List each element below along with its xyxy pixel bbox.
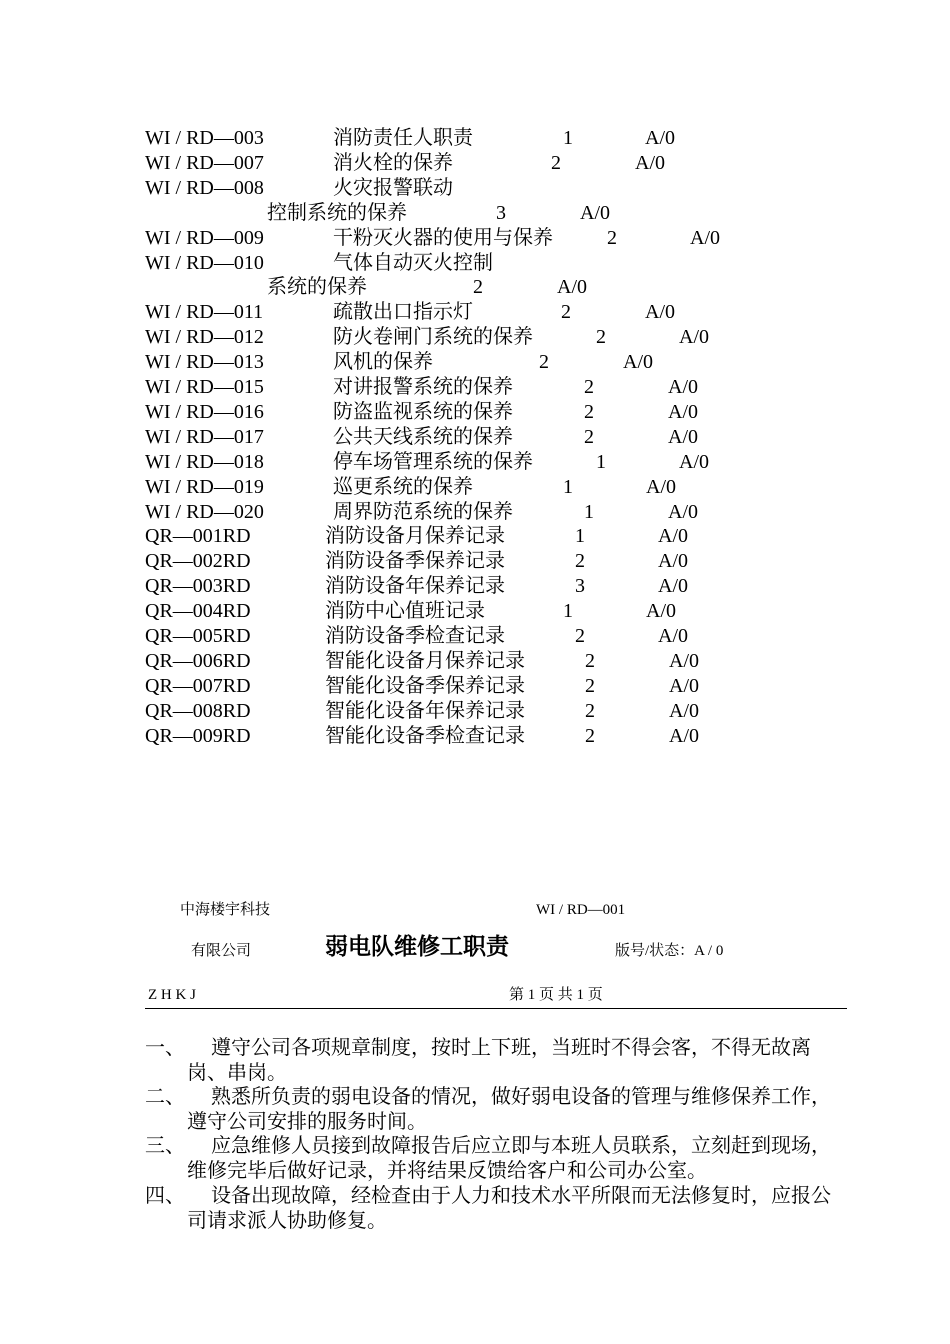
- index-row: [0, 649, 950, 674]
- index-row-version: A/0: [557, 276, 587, 299]
- index-row: [0, 624, 950, 649]
- index-row-pages: 3: [496, 201, 506, 224]
- index-row-pages: 2: [607, 226, 617, 249]
- index-row: [0, 226, 950, 251]
- index-row-name: 消防设备季保养记录: [325, 550, 505, 573]
- company-name-line2: 有限公司: [191, 943, 252, 959]
- duty-item: [145, 1184, 850, 1234]
- index-row-code: WI / RD—015: [145, 376, 264, 398]
- index-row-code: WI / RD—011: [145, 301, 264, 324]
- index-row-name: 停车场管理系统的保养: [333, 450, 533, 473]
- index-row-name: 对讲报警系统的保养: [333, 376, 513, 398]
- index-row-pages: 1: [596, 450, 606, 473]
- header-divider: [145, 1008, 847, 1009]
- index-row-pages: 2: [585, 674, 595, 697]
- index-row-name: 智能化设备年保养记录: [325, 699, 525, 722]
- duty-item: [145, 1134, 850, 1184]
- duty-text: 熟悉所负责的弱电设备的情况，做好弱电设备的管理与维修保养工作，遵守公司安排的服务时间。: [187, 1086, 831, 1133]
- index-row-name: 系统的保养: [267, 276, 367, 299]
- index-row-pages: 1: [584, 500, 594, 523]
- duty-text: 应急维修人员接到故障报告后应立即与本班人员联系，立刻赶到现场，维修完毕后做好记录，并将结果反馈给客户和公司办公室。: [187, 1135, 831, 1182]
- index-row-code: WI / RD—019: [145, 475, 264, 498]
- index-row: [0, 549, 950, 574]
- index-row-name: 风机的保养: [333, 351, 433, 374]
- index-row-pages: 1: [563, 127, 573, 149]
- index-row-pages: 2: [584, 425, 594, 448]
- index-row: [0, 251, 950, 276]
- index-row-code: WI / RD—010: [145, 251, 264, 274]
- index-row: [0, 524, 950, 549]
- duty-number: 三、: [145, 1135, 185, 1157]
- document-code: WI / RD—001: [536, 902, 626, 918]
- index-row-name: 公共天线系统的保养: [333, 425, 513, 448]
- company-name-line1: 中海楼宇科技: [180, 902, 271, 918]
- index-row-version: A/0: [668, 376, 698, 398]
- index-row: [0, 475, 950, 500]
- index-row-name: 消防设备年保养记录: [325, 575, 505, 598]
- index-row-version: A/0: [646, 600, 676, 623]
- index-row-name: 消防设备月保养记录: [325, 525, 505, 548]
- index-row-pages: 1: [563, 600, 573, 623]
- index-row-name: 火灾报警联动: [333, 176, 453, 199]
- index-row-code: QR—001RD: [145, 525, 251, 548]
- index-row-version: A/0: [669, 674, 699, 697]
- index-row-version: A/0: [668, 425, 698, 448]
- index-row-version: A/0: [623, 351, 653, 374]
- index-row-code: QR—007RD: [145, 674, 251, 697]
- index-row-pages: 3: [575, 575, 585, 598]
- index-row-version: A/0: [658, 575, 688, 598]
- index-row: [0, 574, 950, 599]
- page-info: 第 1 页 共 1 页: [509, 987, 603, 1003]
- index-row-name: 消火栓的保养: [333, 151, 453, 174]
- index-row-version: A/0: [669, 649, 699, 672]
- duty-text: 设备出现故障，经检查由于人力和技术水平所限而无法修复时，应报公司请求派人协助修复。: [187, 1185, 831, 1232]
- index-row-version: A/0: [669, 699, 699, 722]
- index-row: [0, 400, 950, 425]
- index-row-name: 消防设备季检查记录: [325, 625, 505, 647]
- index-row: [0, 425, 950, 450]
- duty-text: 遵守公司各项规章制度，按时上下班，当班时不得会客，不得无故离岗、串岗。: [187, 1037, 811, 1084]
- index-row-pages: 2: [539, 351, 549, 374]
- index-row-code: QR—002RD: [145, 550, 251, 573]
- duty-number: 四、: [145, 1185, 185, 1207]
- duty-item: [145, 1085, 850, 1135]
- index-row-name: 疏散出口指示灯: [333, 301, 473, 324]
- index-row-name: 巡更系统的保养: [333, 475, 473, 498]
- index-row-version: A/0: [645, 127, 675, 149]
- index-row-code: QR—005RD: [145, 625, 251, 647]
- index-row-code: QR—008RD: [145, 699, 251, 722]
- index-row-version: A/0: [646, 475, 676, 498]
- index-row-code: WI / RD—013: [145, 351, 264, 374]
- index-row-code: WI / RD—009: [145, 226, 264, 249]
- index-row-version: A/0: [668, 400, 698, 423]
- index-row-name: 智能化设备季保养记录: [325, 674, 525, 697]
- index-row-code: WI / RD—012: [145, 326, 264, 349]
- index-row-version: A/0: [679, 450, 709, 473]
- index-row-code: QR—004RD: [145, 600, 251, 623]
- index-row: [0, 599, 950, 624]
- index-row-version: A/0: [668, 500, 698, 523]
- index-row-pages: 2: [473, 276, 483, 299]
- index-row-name: 智能化设备月保养记录: [325, 649, 525, 672]
- index-row: [0, 151, 950, 176]
- index-row-code: WI / RD—018: [145, 450, 264, 473]
- index-row-pages: 2: [585, 649, 595, 672]
- index-row-name: 气体自动灭火控制: [333, 251, 493, 274]
- index-row: [0, 350, 950, 375]
- index-row-name: 周界防范系统的保养: [333, 500, 513, 523]
- index-row-code: WI / RD—016: [145, 400, 264, 423]
- document-title: 弱电队维修工职责: [325, 934, 509, 959]
- index-row-code: QR—006RD: [145, 649, 251, 672]
- index-row-name: 消防中心值班记录: [325, 600, 485, 623]
- index-row: [0, 724, 950, 749]
- duty-item: [145, 1036, 850, 1086]
- index-row-pages: 2: [575, 625, 585, 647]
- index-row-code: WI / RD—007: [145, 151, 264, 174]
- index-row-version: A/0: [658, 550, 688, 573]
- index-row-version: A/0: [679, 326, 709, 349]
- index-row-pages: 2: [584, 376, 594, 398]
- index-row: [0, 450, 950, 475]
- index-row: [0, 375, 950, 400]
- index-row-pages: 2: [551, 151, 561, 174]
- index-row-pages: 1: [563, 475, 573, 498]
- index-row: [0, 674, 950, 699]
- index-row-name: 干粉灭火器的使用与保养: [333, 226, 553, 249]
- index-row-version: A/0: [645, 301, 675, 324]
- index-row-pages: 2: [561, 301, 571, 324]
- index-row: [0, 126, 950, 151]
- index-row-version: A/0: [669, 724, 699, 747]
- index-row-name: 防盗监视系统的保养: [333, 400, 513, 423]
- index-row-pages: 2: [596, 326, 606, 349]
- index-row: [0, 176, 950, 201]
- index-row-pages: 2: [585, 724, 595, 747]
- index-row-code: WI / RD—008: [145, 176, 264, 199]
- index-row-name: 消防责任人职责: [333, 127, 473, 149]
- index-row-code: WI / RD—020: [145, 500, 264, 523]
- index-row-version: A/0: [658, 525, 688, 548]
- index-row-version: A/0: [580, 201, 610, 224]
- index-row-version: A/0: [690, 226, 720, 249]
- index-row: [0, 275, 950, 300]
- index-row-pages: 2: [585, 699, 595, 722]
- company-code: Z H K J: [148, 987, 196, 1003]
- version-status: 版号/状态：A / 0: [615, 943, 724, 959]
- index-row: [0, 699, 950, 724]
- index-row-code: QR—009RD: [145, 724, 251, 747]
- index-row-pages: 2: [575, 550, 585, 573]
- index-row-name: 控制系统的保养: [267, 201, 407, 224]
- index-row-code: WI / RD—003: [145, 127, 264, 149]
- index-row: [0, 500, 950, 525]
- index-row-pages: 2: [584, 400, 594, 423]
- index-row: [0, 300, 950, 325]
- index-row: [0, 325, 950, 350]
- index-row-name: 防火卷闸门系统的保养: [333, 326, 533, 349]
- index-row: [0, 201, 950, 226]
- duty-number: 二、: [145, 1086, 185, 1108]
- duty-number: 一、: [145, 1037, 185, 1059]
- index-row-version: A/0: [658, 625, 688, 647]
- index-row-code: WI / RD—017: [145, 425, 264, 448]
- index-row-version: A/0: [635, 151, 665, 174]
- index-row-name: 智能化设备季检查记录: [325, 724, 525, 747]
- index-row-pages: 1: [575, 525, 585, 548]
- index-row-code: QR—003RD: [145, 575, 251, 598]
